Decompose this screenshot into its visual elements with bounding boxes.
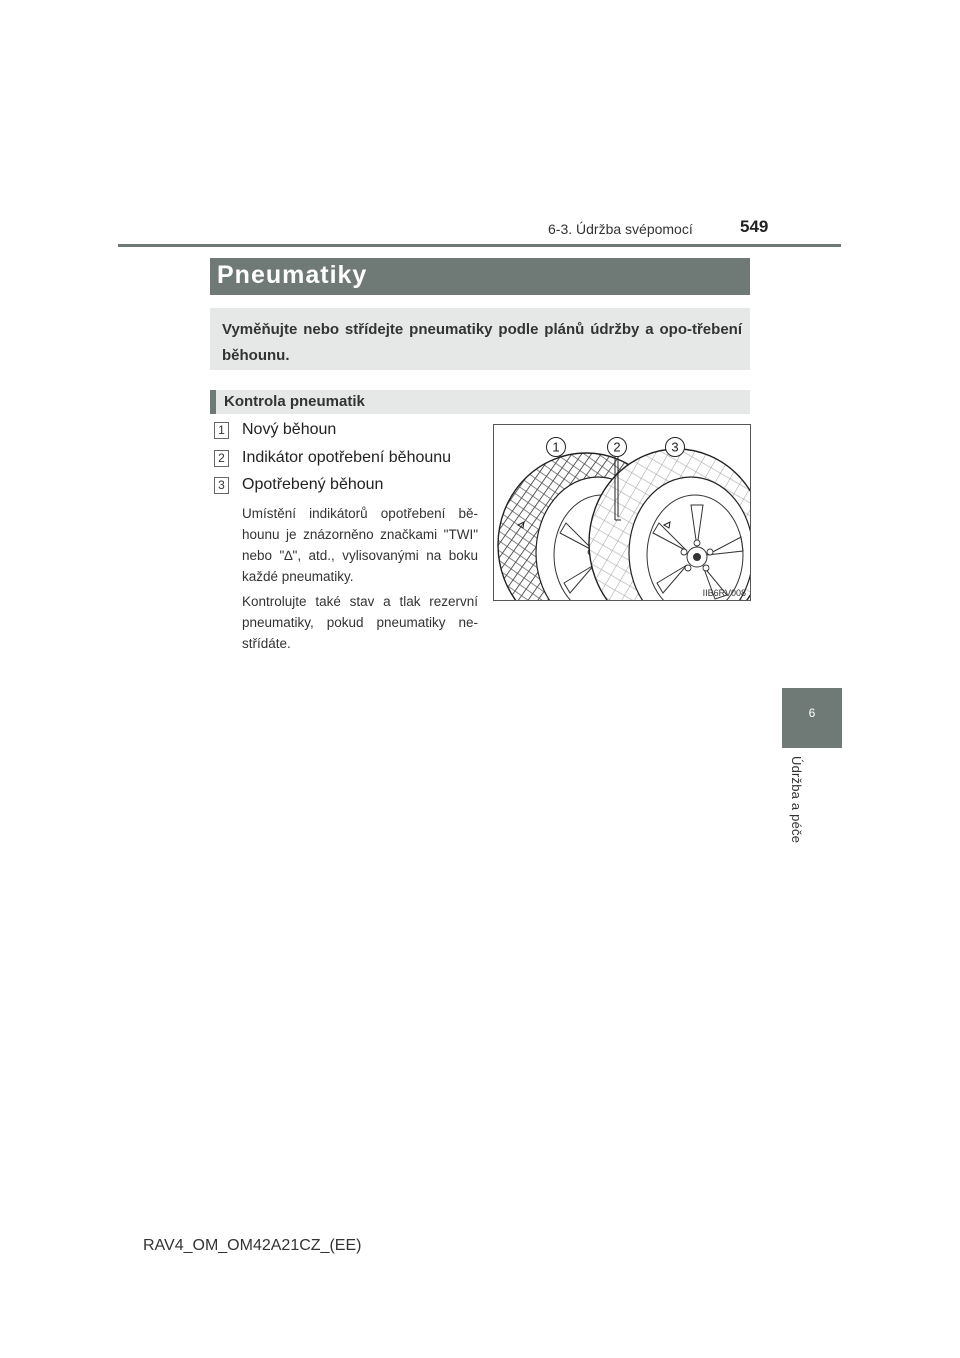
chapter-label: Údržba a péče xyxy=(789,756,804,844)
page-title: Pneumatiky xyxy=(217,261,368,289)
list-number-2: 2 xyxy=(214,450,229,467)
page-title-bar xyxy=(210,258,750,295)
page-number: 549 xyxy=(740,217,769,236)
list-item-wear-indicator: Indikátor opotřebení běhounu xyxy=(242,449,452,466)
tire-drawing xyxy=(494,425,750,600)
figure-code: IIB6RV008 xyxy=(702,588,746,598)
running-header-section: 6-3. Údržba svépomocí xyxy=(548,221,693,237)
list-number-1: 1 xyxy=(214,422,229,439)
list-item-new-tread: Nový běhoun xyxy=(242,421,337,438)
callout-1 xyxy=(547,438,566,457)
subheading-bar xyxy=(210,390,750,414)
callout-2-label: 2 xyxy=(613,439,621,455)
callout-1-label: 1 xyxy=(552,439,560,455)
chapter-tab xyxy=(782,688,842,748)
callout-3-label: 3 xyxy=(671,439,679,455)
chapter-number: 6 xyxy=(808,706,816,720)
callout-2 xyxy=(608,438,627,457)
list-number-3: 3 xyxy=(214,477,229,494)
intro-box xyxy=(210,308,750,370)
subheading-accent xyxy=(210,390,216,414)
note-indicator-location: Umístění indikátorů opotřebení bě-hounu je znázorněno značkami "TWI" nebo "∆", atd., vylisovanými na boku každé pneumatiky. xyxy=(242,506,478,584)
document-code-footer: RAV4_OM_OM42A21CZ_(EE) xyxy=(143,1237,362,1254)
intro-text: Vyměňujte nebo střídejte pneumatiky podle plánů údržby a opo-třebení běhounu. xyxy=(222,321,742,364)
callout-3 xyxy=(666,438,685,457)
header-rule xyxy=(118,244,841,247)
list-item-worn-tread: Opotřebený běhoun xyxy=(242,476,384,493)
note-spare-tire: Kontrolujte také stav a tlak rezervní pneumatiky, pokud pneumatiky ne-střídáte. xyxy=(242,594,478,651)
tire-illustration xyxy=(493,424,751,601)
subheading: Kontrola pneumatik xyxy=(224,393,365,410)
